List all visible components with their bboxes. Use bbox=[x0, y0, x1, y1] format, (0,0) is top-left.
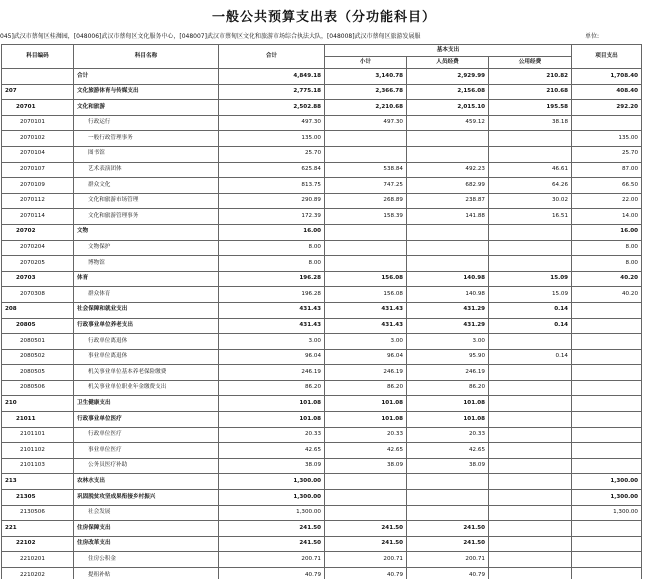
cell-public: 210.68 bbox=[489, 84, 572, 100]
cell-project bbox=[572, 443, 642, 459]
cell-total: 196.28 bbox=[219, 287, 325, 303]
cell-personnel bbox=[407, 131, 489, 147]
table-row bbox=[2, 536, 642, 552]
cell-subtotal: 431.43 bbox=[325, 318, 407, 334]
table-row bbox=[2, 552, 642, 568]
cell-subtotal: 2,210.68 bbox=[325, 100, 407, 116]
cell-subtotal bbox=[325, 146, 407, 162]
table-row bbox=[2, 209, 642, 225]
cell-project bbox=[572, 536, 642, 552]
cell-personnel: 3.00 bbox=[407, 334, 489, 350]
cell-subtotal: 246.19 bbox=[325, 365, 407, 381]
cell-total: 4,849.18 bbox=[219, 69, 325, 85]
cell-subtotal: 538.84 bbox=[325, 162, 407, 178]
cell-project bbox=[572, 334, 642, 350]
cell-name: 文化旅游体育与传媒支出 bbox=[74, 84, 219, 100]
cell-name: 群众文化 bbox=[74, 178, 219, 194]
cell-code: 2101101 bbox=[2, 427, 74, 443]
cell-project: 8.00 bbox=[572, 240, 642, 256]
cell-personnel bbox=[407, 490, 489, 506]
cell-project: 1,300.00 bbox=[572, 505, 642, 521]
cell-public bbox=[489, 521, 572, 537]
cell-personnel bbox=[407, 224, 489, 240]
cell-personnel bbox=[407, 474, 489, 490]
cell-project: 16.00 bbox=[572, 224, 642, 240]
cell-subtotal: 241.50 bbox=[325, 536, 407, 552]
header-project-expenditure: 项目支出 bbox=[572, 45, 642, 69]
cell-code: 2101103 bbox=[2, 458, 74, 474]
cell-subtotal: 268.89 bbox=[325, 193, 407, 209]
cell-total: 1,300.00 bbox=[219, 505, 325, 521]
cell-code: 2070102 bbox=[2, 131, 74, 147]
cell-personnel: 95.90 bbox=[407, 349, 489, 365]
cell-personnel: 246.19 bbox=[407, 365, 489, 381]
cell-code: 207 bbox=[2, 84, 74, 100]
cell-project: 408.40 bbox=[572, 84, 642, 100]
cell-personnel: 682.99 bbox=[407, 178, 489, 194]
unit-info-bar bbox=[0, 31, 648, 43]
cell-public bbox=[489, 536, 572, 552]
cell-total: 25.70 bbox=[219, 146, 325, 162]
cell-total: 86.20 bbox=[219, 380, 325, 396]
header-name: 科目名称 bbox=[74, 45, 219, 69]
cell-subtotal bbox=[325, 240, 407, 256]
table-row bbox=[2, 100, 642, 116]
cell-project: 40.20 bbox=[572, 287, 642, 303]
cell-name: 行政事业单位医疗 bbox=[74, 412, 219, 428]
cell-personnel: 2,929.99 bbox=[407, 69, 489, 85]
cell-name: 一般行政管理事务 bbox=[74, 131, 219, 147]
cell-project: 8.00 bbox=[572, 256, 642, 272]
cell-public: 210.82 bbox=[489, 69, 572, 85]
cell-total: 101.08 bbox=[219, 396, 325, 412]
table-row bbox=[2, 178, 642, 194]
cell-code: 2070308 bbox=[2, 287, 74, 303]
cell-name: 农林水支出 bbox=[74, 474, 219, 490]
cell-subtotal: 40.79 bbox=[325, 568, 407, 579]
cell-code: 2210202 bbox=[2, 568, 74, 579]
cell-code: 2080505 bbox=[2, 365, 74, 381]
cell-public bbox=[489, 256, 572, 272]
cell-name: 社会发展 bbox=[74, 505, 219, 521]
cell-name: 行政事业单位养老支出 bbox=[74, 318, 219, 334]
cell-name: 行政运行 bbox=[74, 115, 219, 131]
cell-name: 卫生健康支出 bbox=[74, 396, 219, 412]
cell-public bbox=[489, 552, 572, 568]
cell-public bbox=[489, 568, 572, 579]
cell-subtotal: 156.08 bbox=[325, 287, 407, 303]
cell-name: 巩固脱贫攻坚成果衔接乡村振兴 bbox=[74, 490, 219, 506]
cell-personnel bbox=[407, 240, 489, 256]
cell-subtotal: 101.08 bbox=[325, 396, 407, 412]
cell-project bbox=[572, 349, 642, 365]
cell-public: 30.02 bbox=[489, 193, 572, 209]
cell-total: 96.04 bbox=[219, 349, 325, 365]
cell-project bbox=[572, 365, 642, 381]
table-row bbox=[2, 412, 642, 428]
cell-code: 2070112 bbox=[2, 193, 74, 209]
page-title: 一般公共预算支出表（分功能科目） bbox=[211, 10, 436, 25]
cell-subtotal: 38.09 bbox=[325, 458, 407, 474]
cell-name: 社会保障和就业支出 bbox=[74, 302, 219, 318]
cell-code: 2070101 bbox=[2, 115, 74, 131]
header-public-funds: 公用经费 bbox=[489, 57, 572, 69]
cell-total: 2,502.88 bbox=[219, 100, 325, 116]
cell-personnel: 141.88 bbox=[407, 209, 489, 225]
cell-public bbox=[489, 224, 572, 240]
table-row bbox=[2, 458, 642, 474]
cell-project: 1,708.40 bbox=[572, 69, 642, 85]
cell-code: 221 bbox=[2, 521, 74, 537]
cell-subtotal bbox=[325, 474, 407, 490]
cell-personnel: 431.29 bbox=[407, 302, 489, 318]
cell-personnel: 241.50 bbox=[407, 536, 489, 552]
cell-name: 艺术表演团体 bbox=[74, 162, 219, 178]
cell-code: 2080502 bbox=[2, 349, 74, 365]
cell-project bbox=[572, 115, 642, 131]
cell-code: 2070104 bbox=[2, 146, 74, 162]
cell-name: 住房公积金 bbox=[74, 552, 219, 568]
cell-public bbox=[489, 505, 572, 521]
cell-public: 15.09 bbox=[489, 287, 572, 303]
cell-name: 提租补贴 bbox=[74, 568, 219, 579]
cell-subtotal: 241.50 bbox=[325, 521, 407, 537]
cell-name: 行政单位离退休 bbox=[74, 334, 219, 350]
cell-subtotal: 2,366.78 bbox=[325, 84, 407, 100]
table-row bbox=[2, 287, 642, 303]
cell-personnel: 86.20 bbox=[407, 380, 489, 396]
cell-public bbox=[489, 458, 572, 474]
cell-project: 1,300.00 bbox=[572, 490, 642, 506]
cell-subtotal: 497.30 bbox=[325, 115, 407, 131]
table-row bbox=[2, 427, 642, 443]
cell-subtotal: 3.00 bbox=[325, 334, 407, 350]
cell-subtotal: 431.43 bbox=[325, 302, 407, 318]
header-total: 合计 bbox=[219, 45, 325, 69]
cell-project: 40.20 bbox=[572, 271, 642, 287]
cell-code: 20702 bbox=[2, 224, 74, 240]
cell-subtotal bbox=[325, 505, 407, 521]
cell-project bbox=[572, 568, 642, 579]
cell-project bbox=[572, 380, 642, 396]
cell-subtotal bbox=[325, 224, 407, 240]
cell-total: 8.00 bbox=[219, 240, 325, 256]
cell-code: 2210201 bbox=[2, 552, 74, 568]
cell-project: 66.50 bbox=[572, 178, 642, 194]
cell-personnel bbox=[407, 505, 489, 521]
cell-total: 101.08 bbox=[219, 412, 325, 428]
cell-personnel bbox=[407, 256, 489, 272]
cell-personnel: 20.33 bbox=[407, 427, 489, 443]
cell-code: 2080501 bbox=[2, 334, 74, 350]
cell-project bbox=[572, 458, 642, 474]
cell-public bbox=[489, 240, 572, 256]
table-row bbox=[2, 380, 642, 396]
cell-total: 290.89 bbox=[219, 193, 325, 209]
cell-total: 8.00 bbox=[219, 256, 325, 272]
cell-total: 1,300.00 bbox=[219, 490, 325, 506]
table-row bbox=[2, 115, 642, 131]
cell-total: 2,775.18 bbox=[219, 84, 325, 100]
cell-project bbox=[572, 302, 642, 318]
table-row bbox=[2, 365, 642, 381]
table-row bbox=[2, 521, 642, 537]
cell-subtotal bbox=[325, 256, 407, 272]
cell-name: 住房改革支出 bbox=[74, 536, 219, 552]
cell-personnel: 40.79 bbox=[407, 568, 489, 579]
cell-public: 0.14 bbox=[489, 349, 572, 365]
cell-personnel: 140.98 bbox=[407, 271, 489, 287]
table-row bbox=[2, 349, 642, 365]
table-row bbox=[2, 505, 642, 521]
cell-total: 42.65 bbox=[219, 443, 325, 459]
cell-name: 文化和旅游市场管理 bbox=[74, 193, 219, 209]
cell-personnel: 238.87 bbox=[407, 193, 489, 209]
cell-code: 20805 bbox=[2, 318, 74, 334]
cell-personnel: 200.71 bbox=[407, 552, 489, 568]
cell-personnel bbox=[407, 146, 489, 162]
cell-code: 2070109 bbox=[2, 178, 74, 194]
cell-name: 群众体育 bbox=[74, 287, 219, 303]
cell-name: 图书馆 bbox=[74, 146, 219, 162]
cell-total: 241.50 bbox=[219, 536, 325, 552]
cell-name: 博物馆 bbox=[74, 256, 219, 272]
cell-subtotal: 200.71 bbox=[325, 552, 407, 568]
table-row bbox=[2, 474, 642, 490]
cell-code: 2080506 bbox=[2, 380, 74, 396]
cell-name: 住房保障支出 bbox=[74, 521, 219, 537]
cell-total: 497.30 bbox=[219, 115, 325, 131]
cell-project bbox=[572, 396, 642, 412]
cell-public: 0.14 bbox=[489, 302, 572, 318]
cell-personnel: 492.23 bbox=[407, 162, 489, 178]
cell-subtotal: 3,140.78 bbox=[325, 69, 407, 85]
cell-subtotal bbox=[325, 131, 407, 147]
cell-public bbox=[489, 146, 572, 162]
cell-code: 2070107 bbox=[2, 162, 74, 178]
cell-code bbox=[2, 69, 74, 85]
cell-personnel: 42.65 bbox=[407, 443, 489, 459]
cell-subtotal: 42.65 bbox=[325, 443, 407, 459]
cell-personnel: 431.29 bbox=[407, 318, 489, 334]
cell-personnel: 101.08 bbox=[407, 412, 489, 428]
cell-personnel: 2,156.08 bbox=[407, 84, 489, 100]
cell-total: 625.84 bbox=[219, 162, 325, 178]
cell-code: 21305 bbox=[2, 490, 74, 506]
cell-project: 14.00 bbox=[572, 209, 642, 225]
table-row bbox=[2, 302, 642, 318]
cell-public bbox=[489, 474, 572, 490]
cell-project bbox=[572, 318, 642, 334]
cell-name: 行政单位医疗 bbox=[74, 427, 219, 443]
cell-name: 机关事业单位基本养老保险缴费 bbox=[74, 365, 219, 381]
cell-public bbox=[489, 365, 572, 381]
cell-public: 64.26 bbox=[489, 178, 572, 194]
cell-public: 195.58 bbox=[489, 100, 572, 116]
table-row bbox=[2, 84, 642, 100]
cell-project: 87.00 bbox=[572, 162, 642, 178]
cell-code: 2070204 bbox=[2, 240, 74, 256]
cell-total: 3.00 bbox=[219, 334, 325, 350]
table-body bbox=[2, 69, 642, 579]
cell-code: 21011 bbox=[2, 412, 74, 428]
table-row bbox=[2, 334, 642, 350]
table-row bbox=[2, 131, 642, 147]
cell-code: 22102 bbox=[2, 536, 74, 552]
cell-code: 210 bbox=[2, 396, 74, 412]
table-row bbox=[2, 443, 642, 459]
cell-public: 46.61 bbox=[489, 162, 572, 178]
cell-total: 16.00 bbox=[219, 224, 325, 240]
cell-total: 172.39 bbox=[219, 209, 325, 225]
cell-project: 292.20 bbox=[572, 100, 642, 116]
budget-expenditure-table bbox=[1, 44, 642, 579]
cell-total: 40.79 bbox=[219, 568, 325, 579]
header-personnel-funds: 人员经费 bbox=[407, 57, 489, 69]
cell-total: 196.28 bbox=[219, 271, 325, 287]
cell-subtotal: 101.08 bbox=[325, 412, 407, 428]
cell-total: 241.50 bbox=[219, 521, 325, 537]
cell-code: 2101102 bbox=[2, 443, 74, 459]
cell-subtotal: 20.33 bbox=[325, 427, 407, 443]
cell-name: 机关事业单位职业年金缴费支出 bbox=[74, 380, 219, 396]
cell-project: 1,300.00 bbox=[572, 474, 642, 490]
table-row bbox=[2, 396, 642, 412]
cell-subtotal: 156.08 bbox=[325, 271, 407, 287]
table-row bbox=[2, 69, 642, 85]
cell-total: 431.43 bbox=[219, 302, 325, 318]
cell-name: 文化和旅游 bbox=[74, 100, 219, 116]
cell-total: 1,300.00 bbox=[219, 474, 325, 490]
cell-subtotal: 747.25 bbox=[325, 178, 407, 194]
cell-total: 813.75 bbox=[219, 178, 325, 194]
cell-name: 文化和旅游管理事务 bbox=[74, 209, 219, 225]
cell-public bbox=[489, 131, 572, 147]
cell-subtotal: 86.20 bbox=[325, 380, 407, 396]
cell-total: 431.43 bbox=[219, 318, 325, 334]
cell-name: 文物 bbox=[74, 224, 219, 240]
table-row bbox=[2, 224, 642, 240]
cell-project bbox=[572, 412, 642, 428]
cell-public bbox=[489, 412, 572, 428]
table-row bbox=[2, 318, 642, 334]
cell-personnel: 2,015.10 bbox=[407, 100, 489, 116]
table-row bbox=[2, 271, 642, 287]
cell-subtotal bbox=[325, 490, 407, 506]
cell-personnel: 241.50 bbox=[407, 521, 489, 537]
cell-project bbox=[572, 427, 642, 443]
table-row bbox=[2, 162, 642, 178]
cell-name: 合计 bbox=[74, 69, 219, 85]
cell-code: 2070114 bbox=[2, 209, 74, 225]
cell-total: 38.09 bbox=[219, 458, 325, 474]
table-row bbox=[2, 193, 642, 209]
cell-public bbox=[489, 334, 572, 350]
cell-public bbox=[489, 443, 572, 459]
table-row bbox=[2, 240, 642, 256]
cell-public: 16.51 bbox=[489, 209, 572, 225]
cell-code: 2130506 bbox=[2, 505, 74, 521]
cell-personnel: 38.09 bbox=[407, 458, 489, 474]
cell-project: 22.00 bbox=[572, 193, 642, 209]
cell-name: 公务员医疗补助 bbox=[74, 458, 219, 474]
unit-label: 单位: bbox=[585, 33, 600, 40]
cell-public bbox=[489, 380, 572, 396]
header-subtotal: 小计 bbox=[325, 57, 407, 69]
cell-personnel: 459.12 bbox=[407, 115, 489, 131]
cell-code: 213 bbox=[2, 474, 74, 490]
table-row bbox=[2, 256, 642, 272]
cell-name: 文物保护 bbox=[74, 240, 219, 256]
cell-project: 135.00 bbox=[572, 131, 642, 147]
cell-public: 38.18 bbox=[489, 115, 572, 131]
cell-code: 2070205 bbox=[2, 256, 74, 272]
cell-name: 体育 bbox=[74, 271, 219, 287]
cell-code: 20701 bbox=[2, 100, 74, 116]
unit-list-text: 045]武汉市蔡甸区桂浉园，[048006]武汉市蔡甸区文化服务中心，[048007]武汉市蔡甸区文化和旅游市场综合执法大队，[048008]武汉市蔡甸区旅游发展服 bbox=[0, 33, 421, 40]
cell-total: 246.19 bbox=[219, 365, 325, 381]
header-code: 科目编码 bbox=[2, 45, 74, 69]
cell-code: 20703 bbox=[2, 271, 74, 287]
cell-total: 135.00 bbox=[219, 131, 325, 147]
cell-project: 25.70 bbox=[572, 146, 642, 162]
cell-personnel: 101.08 bbox=[407, 396, 489, 412]
cell-public bbox=[489, 427, 572, 443]
cell-code: 208 bbox=[2, 302, 74, 318]
table-row bbox=[2, 146, 642, 162]
cell-subtotal: 158.39 bbox=[325, 209, 407, 225]
cell-name: 事业单位离退休 bbox=[74, 349, 219, 365]
cell-total: 20.33 bbox=[219, 427, 325, 443]
table-row bbox=[2, 568, 642, 579]
cell-public: 0.14 bbox=[489, 318, 572, 334]
cell-project bbox=[572, 552, 642, 568]
cell-name: 事业单位医疗 bbox=[74, 443, 219, 459]
cell-subtotal: 96.04 bbox=[325, 349, 407, 365]
cell-project bbox=[572, 521, 642, 537]
cell-personnel: 140.98 bbox=[407, 287, 489, 303]
header-basic-expenditure: 基本支出 bbox=[325, 45, 572, 57]
cell-public: 15.09 bbox=[489, 271, 572, 287]
cell-total: 200.71 bbox=[219, 552, 325, 568]
cell-public bbox=[489, 490, 572, 506]
cell-public bbox=[489, 396, 572, 412]
table-row bbox=[2, 490, 642, 506]
